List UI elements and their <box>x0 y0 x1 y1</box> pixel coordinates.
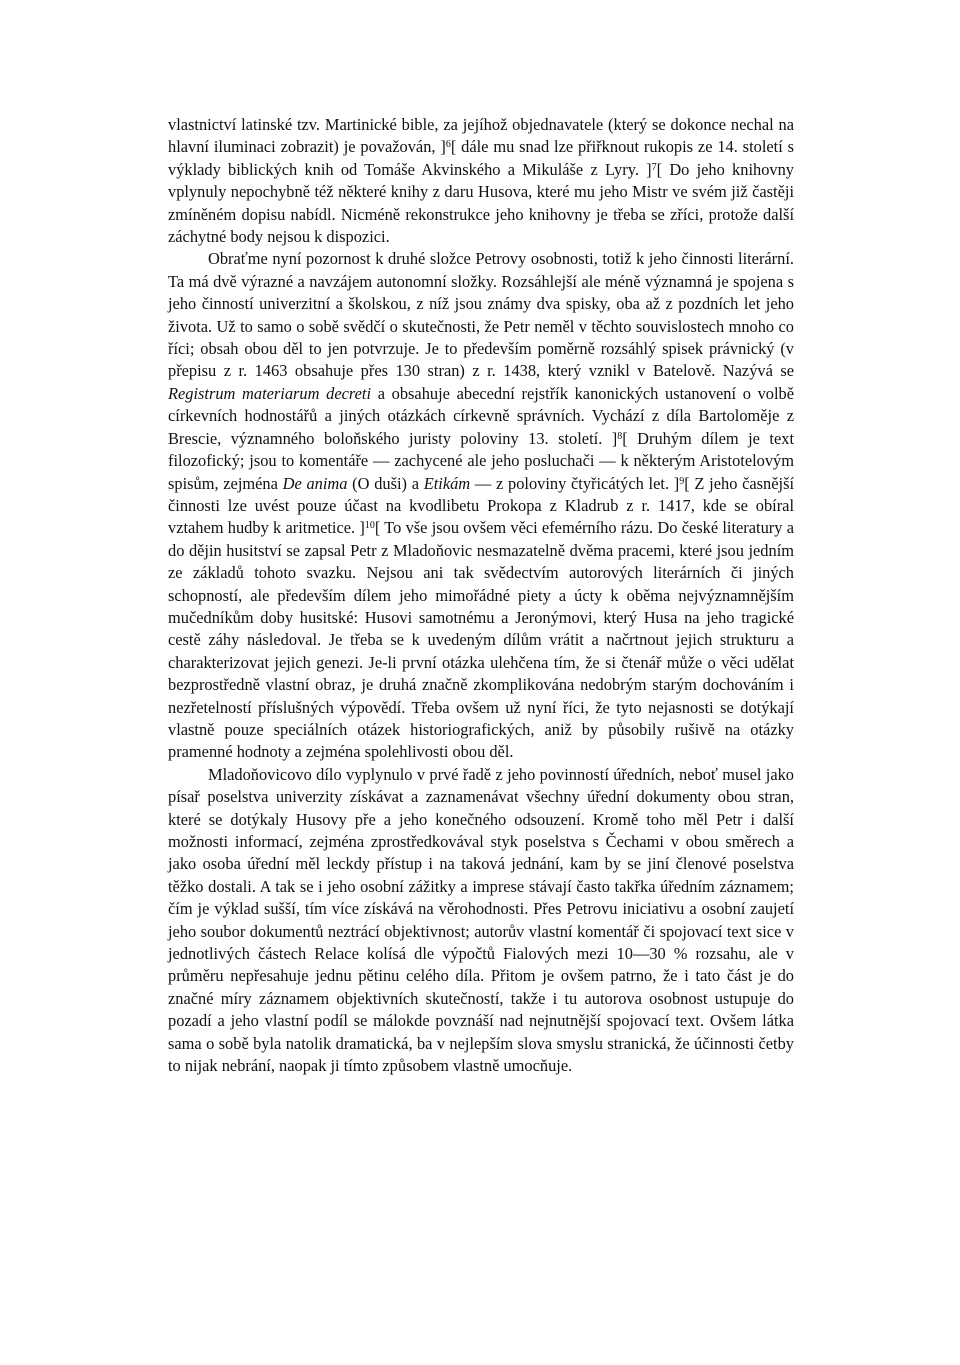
text-run: Obraťme nyní pozornost k druhé složce Petrovy osobnosti, totiž k jeho činnosti literární. Ta má dvě výrazné a navzájem autonomní složky. Rozsáhlejší ale méně významná je spojena s jeho činností univerzitní a školskou, z níž jsou známy dva spisky, oba až z pozdních let jeho života. Už to samo o sobě svědčí o skutečnosti, že Petr neměl v těchto souvislostech mnoho co říci; obsah obou děl to jen potvrzuje. Je to především poměrně rozsáhlý spisek právnický (v přepisu z r. 1463 obsahuje přes 130 stran) z r. 1438, který vznikl v Batelově. Nazývá se <box>168 249 794 381</box>
paragraph-3 <box>168 764 794 1078</box>
title-registrum: Registrum materiarum decreti <box>168 383 372 403</box>
text-run: [ To vše jsou ovšem věci efemérního rázu. Do české literatury a do dějin husitství se zapsal Petr z Mladoňovic nesmazatelně dvěma pracemi, které jsou jedním ze základů tohoto svazku. Nejsou ani tak svědectvím autorových literárních či jiných schopností, ale především dílem jeho mimořádné piety a úcty k oběma nejvýznamnějším mučedníkům doby husitské: Husovi samotnému a Jeronýmovi, který Husa na jeho tragické cestě záhy následoval. Je třeba se k uvedeným dílům vrátit a načrtnout jejich strukturu a charakterizovat jejich genezi. Je-li první otázka ulehčena tím, že si čtenář může o věci udělat bezprostředně vlastní obraz, je druhá značně zkomplikována nedobrým starým dochováním i nezřetelností příslušných výpovědí. Třeba ovšem už nyní říci, že tyto nejasnosti se dotýkají vlastně pouze speciálních otázek historiografických, aniž by působily rušivě na otázky pramenné hodnoty a zejména spolehlivosti obou děl. <box>168 518 794 762</box>
text-run: vlastnictví latinské tzv. Martinické bible, za jejíhož objednavatele (který se dokonce nechal na hlavní iluminaci zobrazit) je považován, ] <box>168 115 794 157</box>
title-etikam: Etikám <box>423 473 471 493</box>
text-run: Mladoňovicovo dílo vyplynulo v prvé řadě z jeho povinností úředních, neboť musel jako písař poselstva univerzity získávat a zaznamenávat všechny úřední dokumenty obou stran, které se dotýkaly Husovy pře a jeho konečného odsouzení. Kromě toho měl Petr i další možnosti informací, zejména zprostředkovával styk poselstva s Čechami v obou směrech a jako osoba úřední měl leckdy přístup i na taková jednání, kam by se jiní členové poselstva těžko dostali. A tak se i jeho osobní zážitky a imprese stávají často takřka úředním záznamem; čím je výklad sušší, tím více získává na věrohodnosti. Přes Petrovu iniciativu a osobní zaujetí jeho soubor dokumentů neztrácí objektivnost; autorův vlastní komentář či spojovací text sice v jednotlivých částech Relace kolísá dle výpočtů Fialových mezi 10—30 % rozsahu, ale v průměru nepřesahuje jednu pětinu celého díla. Přitom je ovšem patrno, že i tato část je do značné míry záznamem objektivních skutečností, takže i tu autorova osobnost ustupuje do pozadí a jeho vlastní podíl se málokde povznáší nad nejnutnější spojovací text. Ovšem látka sama o sobě byla natolik dramatická, ba v nejlepším slova smyslu stranická, že účinnosti četby to nijak nebrání, naopak ji tímto způsobem vlastně umocňuje. <box>168 764 794 1076</box>
text-run: (O duši) a <box>347 473 424 493</box>
footnote-marker: 8 <box>617 430 623 442</box>
text-run: — z poloviny čtyřicátých let. ] <box>470 473 680 493</box>
paragraph-2 <box>168 248 794 763</box>
text-run: [ Druhým dílem je text filozofický; jsou to komentáře — zachycené ale jeho posluchači — k některým Aristotelovým spisům, zejména <box>168 428 794 493</box>
footnote-marker: 10 <box>364 520 375 532</box>
text-run: [ dále mu snad lze přiřknout rukopis ze 14. století s výklady biblických knih od Tomáše Akvinského a Mikuláše z Lyry. ] <box>168 137 794 179</box>
paragraph-1 <box>168 114 794 248</box>
title-de-anima: De anima <box>282 473 348 493</box>
footnote-marker: 6 <box>445 139 451 151</box>
footnote-marker: 9 <box>679 475 685 487</box>
text-run: a obsahuje abecední rejstřík kanonických ustanovení o volbě církevních hodnostářů a jiných otázkách církevně správních. Vychází z díla Bartoloměje z Brescie, významného boloňského juristy poloviny 13. století. ] <box>168 383 794 448</box>
text-run: [ Do jeho knihovny vplynuly nepochybně též některé knihy z daru Husova, které mu jeho Mistr ve svém již častěji zmíněném dopisu nabídl. Nicméně rekonstrukce jeho knihovny je třeba se zříci, protože další záchytné body nejsou k dispozici. <box>168 159 794 247</box>
page-body <box>168 114 794 1077</box>
text-run: [ Z jeho časnější činnosti lze uvést pouze účast na kvodlibetu Prokopa z Kladrub z r. 1417, kde se obíral vztahem hudby k aritmetice. ] <box>168 473 795 538</box>
footnote-marker: 7 <box>651 161 657 173</box>
